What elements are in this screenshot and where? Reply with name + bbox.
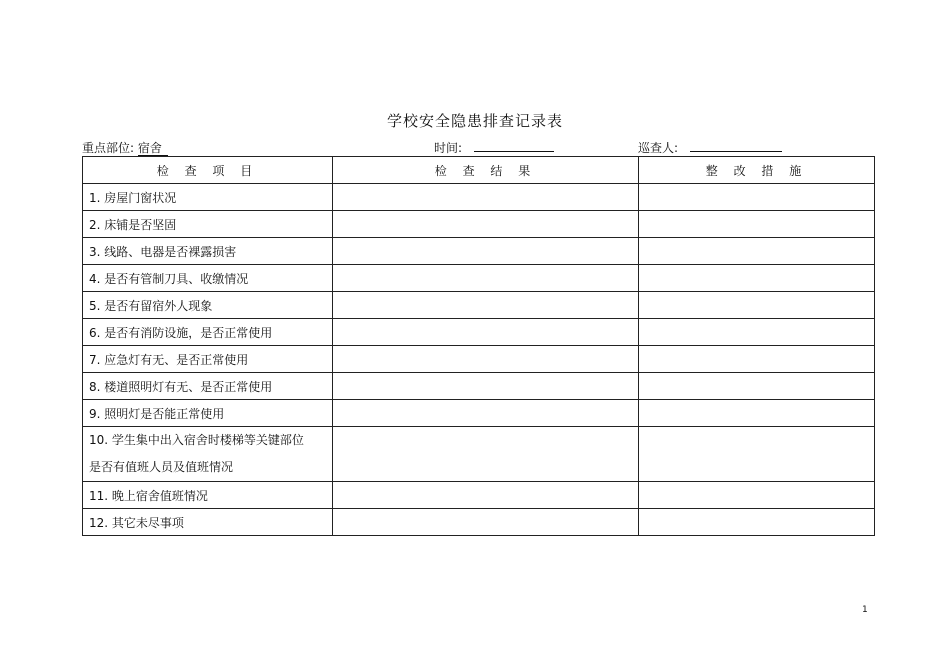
row-result-cell[interactable] (333, 211, 639, 238)
row-item: 6. 是否有消防设施，是否正常使用 (83, 319, 333, 346)
inspector-field (638, 139, 782, 156)
row-item: 3. 线路、电器是否裸露损害 (83, 238, 333, 265)
row-measure-cell[interactable] (639, 211, 875, 238)
row-result-cell[interactable] (333, 427, 639, 482)
table-row (83, 292, 875, 319)
row-item (83, 427, 333, 482)
row-measure-cell[interactable] (639, 319, 875, 346)
row-item: 9. 照明灯是否能正常使用 (83, 400, 333, 427)
row-item: 4. 是否有管制刀具、收缴情况 (83, 265, 333, 292)
row-measure-cell[interactable] (639, 265, 875, 292)
row-result-cell[interactable] (333, 400, 639, 427)
row-result-cell[interactable] (333, 292, 639, 319)
table-row (83, 427, 875, 482)
location-label: 重点部位: (82, 141, 135, 155)
table-header-row (83, 157, 875, 184)
row-measure-cell[interactable] (639, 482, 875, 509)
row-result-cell[interactable] (333, 184, 639, 211)
row-item: 11. 晚上宿舍值班情况 (83, 482, 333, 509)
row-measure-cell[interactable] (639, 509, 875, 536)
table-row (83, 373, 875, 400)
time-value[interactable] (474, 151, 554, 152)
inspector-value[interactable] (690, 151, 782, 152)
row-item: 12. 其它未尽事项 (83, 509, 333, 536)
row-result-cell[interactable] (333, 238, 639, 265)
table-row (83, 184, 875, 211)
table-row (83, 319, 875, 346)
table-row (83, 238, 875, 265)
time-label: 时间: (434, 141, 463, 155)
row-item-text: 10. 学生集中出入宿舍时楼梯等关键部位 是否有值班人员及值班情况 (89, 433, 304, 474)
row-measure-cell[interactable] (639, 184, 875, 211)
row-result-cell[interactable] (333, 319, 639, 346)
inspector-label: 巡查人: (638, 141, 679, 155)
row-item: 8. 楼道照明灯有无、是否正常使用 (83, 373, 333, 400)
row-item: 7. 应急灯有无、是否正常使用 (83, 346, 333, 373)
header-check-item: 检 查 项 目 (83, 157, 333, 184)
table-row (83, 346, 875, 373)
row-measure-cell[interactable] (639, 427, 875, 482)
table-row (83, 211, 875, 238)
row-item: 5. 是否有留宿外人现象 (83, 292, 333, 319)
header-check-result: 检 查 结 果 (333, 157, 639, 184)
row-result-cell[interactable] (333, 346, 639, 373)
row-item: 1. 房屋门窗状况 (83, 184, 333, 211)
table-row (83, 265, 875, 292)
row-result-cell[interactable] (333, 265, 639, 292)
page-number: 1 (862, 605, 868, 615)
document-title: 学校安全隐患排查记录表 (386, 112, 563, 130)
table-row (83, 482, 875, 509)
row-measure-cell[interactable] (639, 292, 875, 319)
header-rectification-measure: 整 改 措 施 (639, 157, 875, 184)
row-result-cell[interactable] (333, 482, 639, 509)
row-measure-cell[interactable] (639, 373, 875, 400)
time-field (434, 139, 554, 156)
row-result-cell[interactable] (333, 373, 639, 400)
location-value[interactable]: 宿舍 (138, 142, 168, 156)
location-field (82, 139, 168, 156)
table-row (83, 509, 875, 536)
row-measure-cell[interactable] (639, 400, 875, 427)
inspection-table (82, 156, 875, 536)
row-item: 2. 床铺是否坚固 (83, 211, 333, 238)
table-row (83, 400, 875, 427)
row-result-cell[interactable] (333, 509, 639, 536)
row-measure-cell[interactable] (639, 238, 875, 265)
row-measure-cell[interactable] (639, 346, 875, 373)
